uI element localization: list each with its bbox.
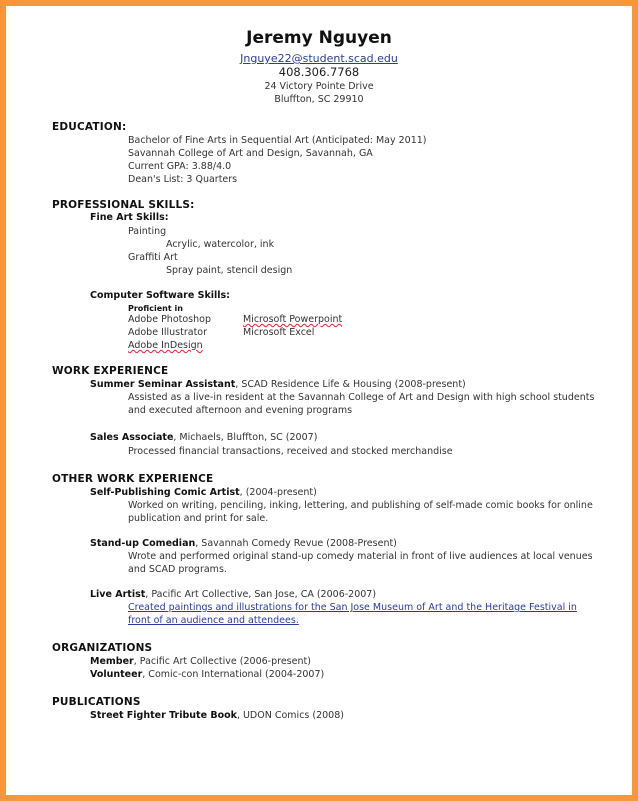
software-item: Adobe InDesign (128, 340, 203, 351)
job-title: Self-Publishing Comic Artist (90, 487, 240, 498)
job-detail: , Pacific Art Collective, San Jose, CA (2006-2007) (145, 589, 377, 600)
resume-page (6, 6, 632, 795)
job-detail: , Savannah Comedy Revue (2008-Present) (195, 538, 397, 549)
publication-title: Street Fighter Tribute Book (90, 710, 237, 721)
organization-detail: , Comic-con International (2004-2007) (142, 669, 325, 680)
education-line: Savannah College of Art and Design, Savannah, GA (128, 148, 373, 159)
job-detail: , SCAD Residence Life & Housing (2008-present) (235, 379, 466, 390)
job-title-line (90, 538, 397, 549)
organization-role: Volunteer (90, 669, 143, 680)
organization-item (90, 656, 311, 667)
job-title: Stand-up Comedian (90, 538, 196, 549)
job-title-line (90, 487, 317, 498)
organization-item (90, 669, 324, 680)
job-description: and SCAD programs. (128, 564, 227, 575)
address-line-2: Bluffton, SC 29910 (274, 94, 364, 105)
job-title-line (90, 589, 376, 600)
graffiti-detail: Spray paint, stencil design (166, 265, 293, 276)
job-description: Assisted as a live-in resident at the Savannah College of Art and Design with high school students (128, 392, 595, 403)
organization-role: Member (90, 656, 134, 667)
job-title: Sales Associate (90, 432, 174, 443)
job-description: and executed afternoon and evening programs (128, 405, 353, 416)
organization-detail: , Pacific Art Collective (2006-present) (133, 656, 311, 667)
computer-skills-label: Computer Software Skills: (90, 290, 230, 301)
job-detail: , Michaels, Bluffton, SC (2007) (173, 432, 318, 443)
organizations-heading: ORGANIZATIONS (52, 642, 153, 654)
other-work-heading: OTHER WORK EXPERIENCE (52, 473, 214, 485)
fine-art-skills-label: Fine Art Skills: (90, 212, 169, 223)
job-description: Worked on writing, penciling, inking, lettering, and publishing of self-made comic books for online (128, 500, 593, 511)
phone-number: 408.306.7768 (278, 65, 360, 79)
job-title: Live Artist (90, 589, 146, 600)
work-heading: WORK EXPERIENCE (52, 365, 169, 377)
job-description: front of an audience and attendees. (128, 615, 299, 626)
email-link[interactable]: Jnguye22@student.scad.edu (240, 52, 398, 65)
job-title-line (90, 432, 317, 443)
proficient-label: Proficient in (128, 304, 183, 313)
graffiti-label: Graffiti Art (128, 252, 178, 263)
painting-label: Painting (128, 226, 167, 237)
publications-heading: PUBLICATIONS (52, 696, 141, 708)
publication-detail: , UDON Comics (2008) (236, 710, 344, 721)
skills-heading: PROFESSIONAL SKILLS: (52, 199, 195, 211)
candidate-name: Jeremy Nguyen (246, 28, 392, 48)
education-heading: EDUCATION: (52, 121, 127, 133)
software-item: Microsoft Powerpoint (243, 314, 343, 325)
job-description: Processed financial transactions, received and stocked merchandise (128, 446, 453, 457)
software-item: Microsoft Excel (243, 327, 315, 338)
job-title-line (90, 379, 466, 390)
software-item: Adobe Illustrator (128, 327, 208, 338)
job-detail: , (2004-present) (239, 487, 317, 498)
job-description: Created paintings and illustrations for the San Jose Museum of Art and the Heritage Festival in (128, 602, 577, 613)
software-item: Adobe Photoshop (128, 314, 211, 325)
address-line-1: 24 Victory Pointe Drive (264, 81, 374, 92)
painting-detail: Acrylic, watercolor, ink (166, 239, 275, 250)
education-line: Dean's List: 3 Quarters (128, 174, 238, 185)
education-line: Bachelor of Fine Arts in Sequential Art (Anticipated: May 2011) (128, 135, 427, 146)
job-description: publication and print for sale. (128, 513, 269, 524)
education-line: Current GPA: 3.88/4.0 (128, 161, 232, 172)
publication-item (90, 710, 344, 721)
job-description: Wrote and performed original stand-up comedy material in front of live audiences at local venues (128, 551, 593, 562)
job-title: Summer Seminar Assistant (90, 379, 236, 390)
